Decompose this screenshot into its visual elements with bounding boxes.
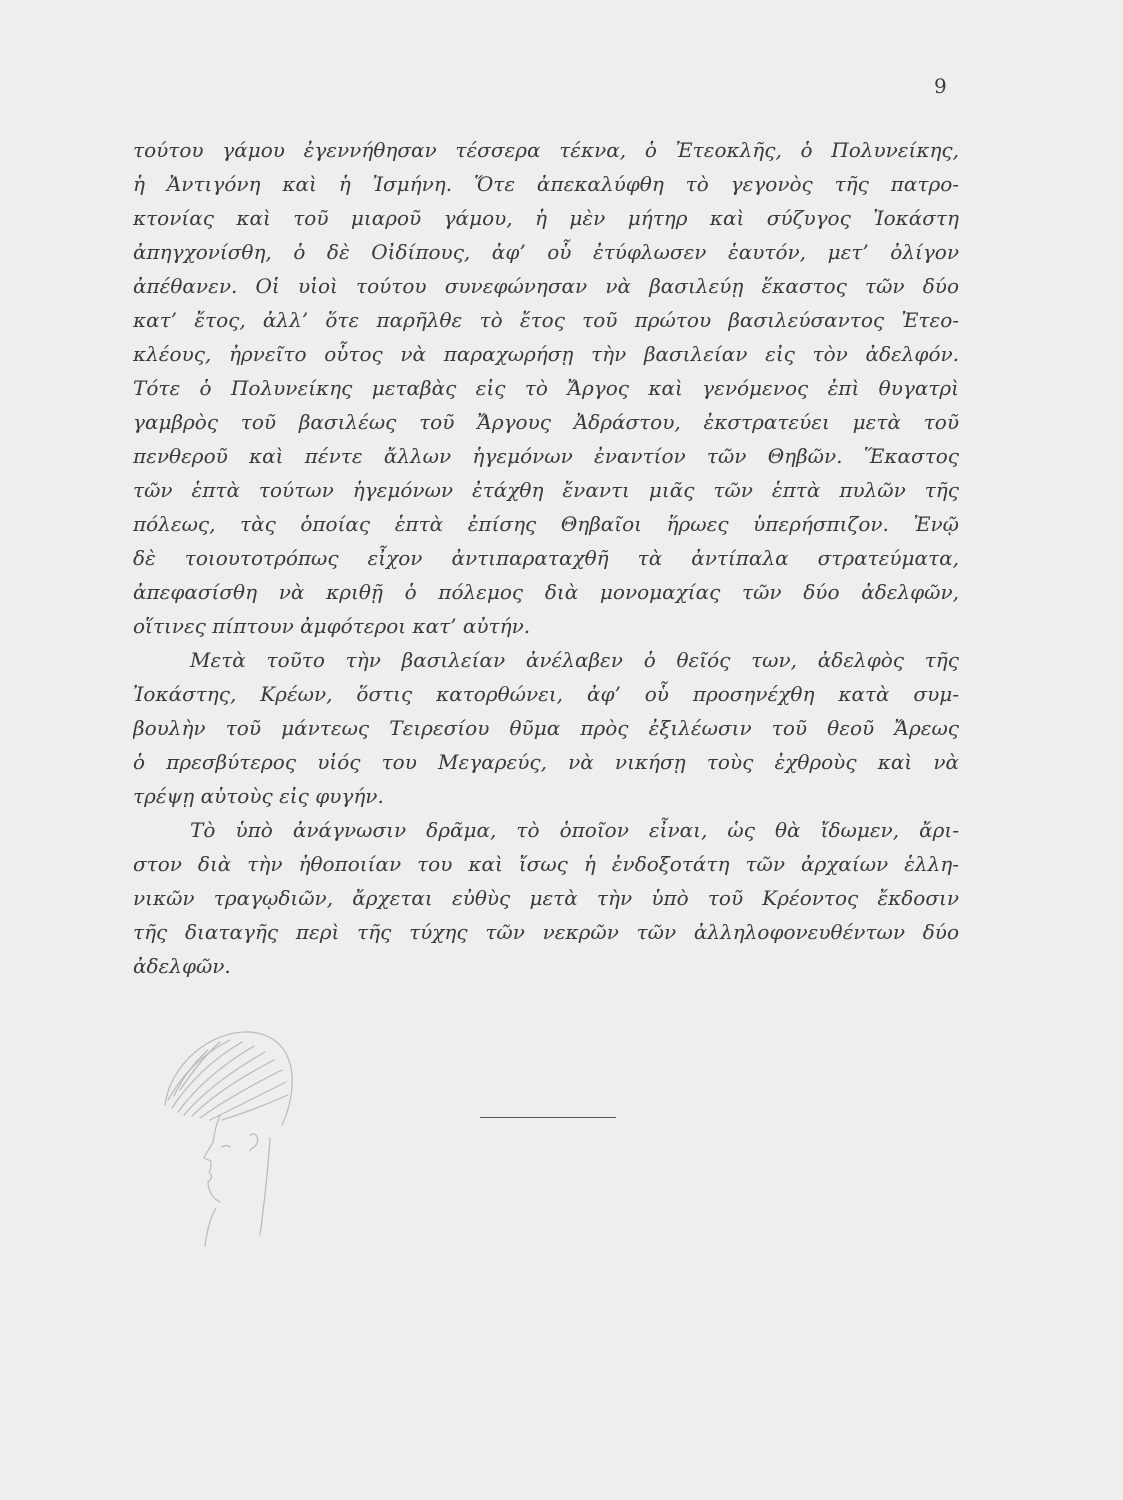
text-line: Ἰοκάστης, Κρέων, ὅστις κατορθώνει, ἀφ’ οὗ προσηνέχθη κατὰ συμ-	[133, 682, 959, 706]
text-line: κατ’ ἔτος, ἀλλ’ ὅτε παρῆλθε τὸ ἔτος τοῦ πρώτου βασιλεύσαντος Ἐτεο-	[133, 308, 959, 332]
text-line: Μετὰ τοῦτο τὴν βασιλείαν ἀνέλαβεν ὁ θεῖός των, ἀδελφὸς τῆς	[190, 648, 959, 672]
sketch-hair-stroke	[200, 1070, 282, 1118]
text-line: ἀδελφῶν.	[133, 954, 231, 978]
paragraph	[133, 643, 959, 813]
sketch-eye	[222, 1146, 230, 1148]
text-line: γαμβρὸς τοῦ βασιλέως τοῦ Ἄργους Ἀδράστου, ἐκστρατεύει μετὰ τοῦ	[133, 410, 959, 434]
sketch-face-profile	[204, 1115, 220, 1202]
text-line: κτονίας καὶ τοῦ μιαροῦ γάμου, ἡ μὲν μήτηρ καὶ σύζυγος Ἰοκάστη	[133, 206, 959, 230]
text-line: ἀπηγχονίσθη, ὁ δὲ Οἰδίπους, ἀφ’ οὗ ἐτύφλωσεν ἑαυτόν, μετ’ ὀλίγον	[133, 240, 959, 264]
pencil-head-sketch	[150, 1020, 310, 1250]
sketch-neck	[205, 1208, 216, 1246]
body-text	[133, 133, 959, 983]
text-line: κλέους, ἠρνεῖτο οὗτος νὰ παραχωρήσῃ τὴν βασιλείαν εἰς τὸν ἀδελφόν.	[133, 342, 959, 366]
paragraph	[133, 133, 959, 643]
text-line: στον διὰ τὴν ἠθοποιίαν του καὶ ἴσως ἡ ἐνδοξοτάτη τῶν ἀρχαίων ἑλλη-	[133, 852, 959, 876]
text-line: πόλεως, τὰς ὁποίας ἑπτὰ ἐπίσης Θηβαῖοι ἥρωες ὑπερήσπιζον. Ἐνῷ	[133, 512, 959, 536]
text-line: τούτου γάμου ἐγεννήθησαν τέσσερα τέκνα, ὁ Ἐτεοκλῆς, ὁ Πολυνείκης,	[133, 138, 959, 162]
page-number: 9	[934, 74, 947, 98]
sketch-hair-stroke	[192, 1060, 274, 1116]
section-divider-rule	[480, 1117, 616, 1118]
text-line: τρέψῃ αὐτοὺς εἰς φυγήν.	[133, 784, 384, 808]
text-line: Τὸ ὑπὸ ἀνάγνωσιν δρᾶμα, τὸ ὁποῖον εἶναι, ὡς θὰ ἴδωμεν, ἄρι-	[190, 818, 959, 842]
text-line: ἀπέθανεν. Οἱ υἱοὶ τούτου συνεφώνησαν νὰ βασιλεύῃ ἕκαστος τῶν δύο	[133, 274, 959, 298]
text-line: τῶν ἑπτὰ τούτων ἡγεμόνων ἐτάχθη ἔναντι μιᾶς τῶν ἑπτὰ πυλῶν τῆς	[133, 478, 959, 502]
text-line: τῆς διαταγῆς περὶ τῆς τύχης τῶν νεκρῶν τῶν ἀλληλοφονευθέντων δύο	[133, 920, 959, 944]
text-line: ὁ πρεσβύτερος υἱός του Μεγαρεύς, νὰ νικήσῃ τοὺς ἐχθροὺς καὶ νὰ	[133, 750, 959, 774]
sketch-back-of-neck	[260, 1138, 270, 1235]
text-line: νικῶν τραγῳδιῶν, ἄρχεται εὐθὺς μετὰ τὴν ὑπὸ τοῦ Κρέοντος ἔκδοσιν	[133, 886, 959, 910]
text-line: ἡ Ἀντιγόνη καὶ ἡ Ἰσμήνη. Ὅτε ἀπεκαλύφθη τὸ γεγονὸς τῆς πατρο-	[133, 172, 959, 196]
paragraph	[133, 813, 959, 983]
text-line: Τότε ὁ Πολυνείκης μεταβὰς εἰς τὸ Ἄργος καὶ γενόμενος ἐπὶ θυγατρὶ	[133, 376, 959, 400]
text-line: οἵτινες πίπτουν ἀμφότεροι κατ’ αὐτήν.	[133, 614, 531, 638]
sketch-hair-stroke	[172, 1042, 242, 1108]
text-line: πενθεροῦ καὶ πέντε ἄλλων ἡγεμόνων ἐναντίον τῶν Θηβῶν. Ἕκαστος	[133, 444, 959, 468]
sketch-hair-stroke	[222, 1095, 288, 1120]
text-line: δὲ τοιουτοτρόπως εἶχον ἀντιπαραταχθῆ τὰ ἀντίπαλα στρατεύματα,	[133, 546, 959, 570]
text-line: ἀπεφασίσθη νὰ κριθῇ ὁ πόλεμος διὰ μονομαχίας τῶν δύο ἀδελφῶν,	[133, 580, 959, 604]
sketch-ear	[250, 1134, 258, 1151]
text-line: βουλὴν τοῦ μάντεως Τειρεσίου θῦμα πρὸς ἐξιλέωσιν τοῦ θεοῦ Ἄρεως	[133, 716, 959, 740]
sketch-hair-stroke	[178, 1046, 254, 1112]
